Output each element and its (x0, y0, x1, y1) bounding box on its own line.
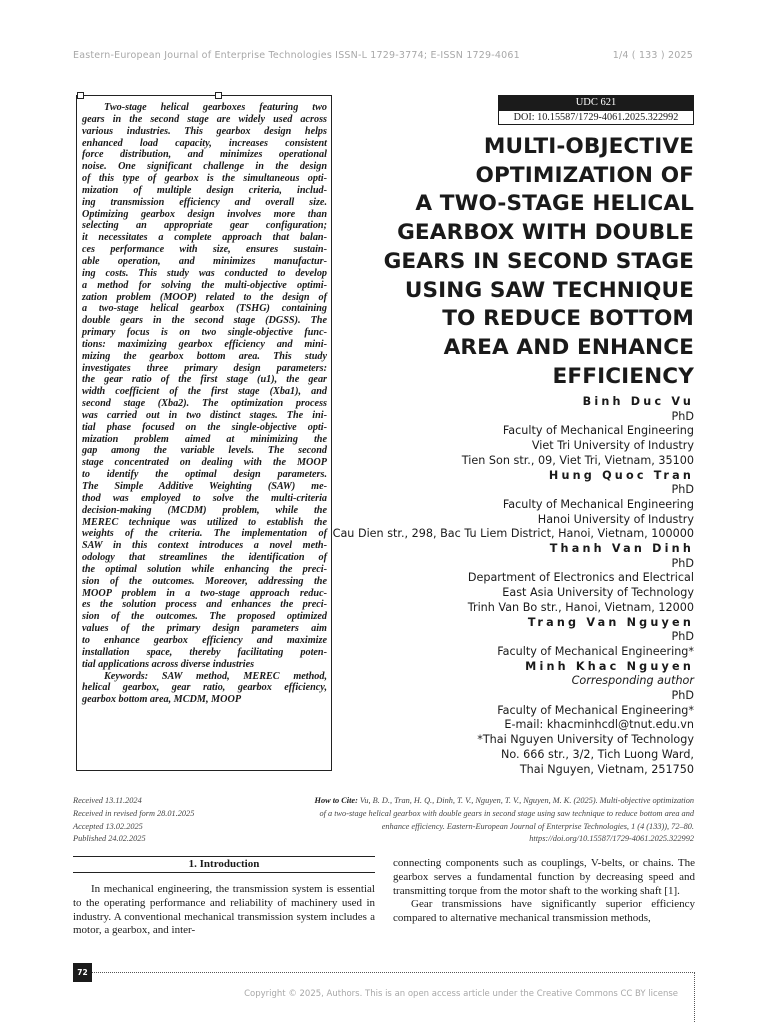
cite-line-2: of a two-stage helical gearbox with double gears in second stage using saw technique to reduce bottom area and (319, 808, 694, 818)
keywords-line: Keywords: SAW method, MEREC method, (104, 670, 327, 682)
cite-line-3: enhance efficiency. Eastern-European Journal of Enterprise Technologies, 1 (4 (133)), 72–80. (381, 821, 694, 831)
copyright-notice: Copyright © 2025, Authors. This is an open access article under the Creative Commons CC BY license (244, 989, 678, 999)
paragraph-1: In mechanical engineering, the transmission system is essential to the operating performance and reliability of machinery used in industry. A conventional mechanical transmission system includes a motor, a gearbox, and inter- (73, 883, 375, 937)
paragraph-2: connecting components such as couplings, V-belts, or chains. The gearbox serves a fundamental function by decreasing speed and transmitting torque from the motor shaft to the working shaft [1]. (393, 857, 695, 897)
abstract-line: selecting an appropriate gear configuration; (82, 220, 327, 232)
author-affiliation-line: Thai Nguyen, Vietnam, 251750 (519, 762, 694, 776)
box-handle-right (215, 92, 222, 99)
title-line: USING SAW TECHNIQUE (404, 277, 694, 303)
abstract-text (82, 102, 327, 671)
title-line: MULTI-OBJECTIVE (483, 134, 694, 159)
abstract-line: noise. One significant challenge in the design (82, 161, 327, 173)
abstract-line: sion of the outcomes. The proposed optimized (82, 611, 327, 623)
abstract-line: gears in the second stage are widely used across (82, 113, 327, 125)
abstract-line: it necessitates a complete approach that balan- (82, 232, 327, 244)
date-line: Accepted 13.02.2025 (73, 821, 143, 831)
abstract-line: The Simple Additive Weighting (SAW) me- (82, 481, 327, 492)
keywords-line: gearbox bottom area, MCDM, MOOP (82, 694, 242, 706)
title-line: A TWO-STAGE HELICAL (415, 191, 694, 217)
author-affiliation-line: Faculty of Mechanical Engineering* (497, 703, 694, 717)
abstract-line: tial phase focused on the single-objective opti- (82, 421, 327, 433)
footer-divider-vertical (694, 972, 695, 1022)
abstract-line: decision-making (MCDM) problem, while the (82, 504, 327, 516)
author-affiliation-line: Trinh Van Bo str., Hanoi, Vietnam, 12000 (467, 600, 694, 614)
author-affiliation-line: Department of Electronics and Electrical (467, 571, 694, 585)
doi-label[interactable]: DOI: 10.15587/1729-4061.2025.322992 (498, 110, 694, 125)
author-affiliation-line: E-mail: khacminhcdl@tnut.edu.vn (504, 718, 694, 732)
author-role: Corresponding author (571, 674, 694, 688)
cite-doi-link[interactable]: https://doi.org/10.15587/1729-4061.2025.322992 (529, 834, 694, 844)
title-line: GEARBOX WITH DOUBLE (397, 220, 694, 246)
body-column-left (73, 883, 375, 938)
date-line: Published 24.02.2025 (73, 834, 146, 844)
abstract-line: to enhance gearbox efficiency and maximize (82, 634, 327, 646)
author-affiliation-line: Faculty of Mechanical Engineering (502, 424, 694, 438)
title-line: AREA AND ENHANCE (443, 334, 694, 360)
paragraph-3: Gear transmissions have significantly superior efficiency compared to alternative mechanical transmission methods, (393, 898, 695, 925)
abstract-line: MEREC technique was utilized to establish the (82, 516, 327, 528)
page-number: 72 (73, 963, 92, 982)
udc-label: UDC 621 (498, 95, 694, 110)
keywords-line: helical gearbox, gear ratio, gearbox efficiency, (82, 682, 327, 694)
author-name: Binh Duc Vu (582, 395, 694, 408)
abstract-line: ces performance with size, ensures sustain- (82, 244, 327, 256)
title-line: GEARS IN SECOND STAGE (383, 248, 694, 274)
abstract-line: es the solution process and enhances the preci- (82, 599, 327, 611)
author-affiliation-line: Faculty of Mechanical Engineering (502, 497, 694, 511)
abstract-line: of this type of gearbox is the simultaneous opti- (82, 173, 327, 185)
abstract-line: double gears in the second stage (DGSS). The (82, 315, 327, 327)
abstract-line: second stage (Xba2). The optimization process (82, 398, 327, 410)
abstract-line: values of the primary design parameters aim (82, 623, 327, 635)
abstract-line: tial applications across diverse industries (82, 658, 255, 670)
abstract-line: able operation, and minimizes manufactur- (82, 255, 327, 267)
author-affiliation-line: Faculty of Mechanical Engineering* (497, 644, 694, 658)
abstract-line: investigates three primary design parameters: (82, 362, 327, 374)
cite-line-1: Vu, B. D., Tran, H. Q., Dinh, T. V., Nguyen, T. V., Nguyen, M. K. (2025). Multi-objective optimization (357, 796, 694, 805)
author-affiliation-line: Cau Dien str., 298, Bac Tu Liem District, Hanoi, Vietnam, 100000 (332, 527, 694, 541)
author-name: Hung Quoc Tran (548, 468, 694, 482)
abstract-line: gap among the variable levels. The second (82, 445, 327, 457)
abstract-line: primary focus is on two single-objective func- (82, 327, 327, 339)
abstract-line: mization problem aimed at minimizing the (82, 433, 327, 445)
author-affiliation-line: East Asia University of Technology (502, 586, 694, 600)
issue-header: 1/4 ( 133 ) 2025 (612, 50, 693, 61)
body-column-right (393, 857, 695, 926)
author-name: Minh Khac Nguyen (525, 659, 694, 673)
abstract-line: ing transmission efficiency and overall size. (82, 196, 327, 208)
abstract-line: width coefficient of the first stage (Xba1), and (82, 386, 327, 398)
abstract-line: Optimizing gearbox design involves more than (82, 208, 327, 220)
author-affiliation-line: *Thai Nguyen University of Technology (477, 733, 694, 747)
date-line: Received 13.11.2024 (73, 796, 142, 805)
abstract-line: enhanced load capacity, increases consistent (82, 137, 327, 149)
abstract-line: stage concentrated on dealing with the MOOP (82, 457, 327, 469)
author-affiliation-line: PhD (671, 689, 694, 703)
how-to-cite (234, 795, 694, 846)
author-affiliation-line: Tien Son str., 09, Viet Tri, Vietnam, 35100 (461, 453, 694, 467)
abstract-line: ing costs. This study was conducted to develop (82, 267, 327, 279)
abstract-line: mizing the gearbox bottom area. This study (82, 350, 327, 362)
journal-header: Eastern-European Journal of Enterprise Technologies ISSN-L 1729-3774; E-ISSN 1729-4061 (73, 50, 520, 61)
keywords (82, 671, 327, 707)
abstract-line: SAW in this context introduces a novel meth- (82, 540, 327, 552)
author-name: Thanh Van Dinh (549, 542, 694, 556)
section-title: 1. Introduction (73, 856, 375, 873)
abstract-line: weights of the criteria. The implementation of (82, 528, 327, 540)
author-affiliation-line: Hanoi University of Industry (537, 512, 694, 526)
abstract-line: a two-stage helical gearbox (TSHG) containing (82, 303, 327, 315)
article-title (354, 133, 694, 391)
abstract-line: tions: maximizing gearbox efficiency and mini- (82, 338, 327, 350)
abstract-line: installation space, thereby facilitating poten- (82, 646, 327, 658)
box-handle-left (77, 92, 84, 99)
footer-divider (92, 972, 695, 973)
abstract-line: force distribution, and minimizes operational (82, 149, 327, 161)
abstract-line: thod was employed to solve the multi-criteria (82, 492, 327, 504)
abstract-line: a method for solving the multi-objective optimi- (82, 279, 327, 291)
title-line: OPTIMIZATION OF (475, 162, 694, 188)
date-line: Received in revised form 28.01.2025 (73, 808, 195, 818)
abstract-line: zation problem (MOOP) related to the design of (82, 291, 327, 303)
author-affiliation-line: PhD (671, 483, 694, 497)
dates-block (73, 795, 194, 846)
abstract-line: various industries. This gearbox design helps (82, 125, 327, 137)
abstract-line: odology that streamlines the identification of (82, 552, 327, 564)
author-affiliation-line: PhD (671, 556, 694, 570)
abstract-line: to identify the optimal design parameters. (82, 469, 327, 481)
authors-block (294, 395, 694, 777)
author-affiliation-line: Viet Tri University of Industry (531, 439, 694, 453)
author-affiliation-line: No. 666 str., 3/2, Tich Luong Ward, (501, 747, 694, 761)
author-affiliation-line: PhD (671, 409, 694, 423)
abstract-line: the optimal solution while enhancing the preci- (82, 563, 327, 575)
abstract-line: was carried out in two distinct stages. The ini- (82, 409, 327, 421)
title-line: EFFICIENCY (552, 363, 694, 389)
abstract-line: mization of multiple design criteria, includ- (82, 184, 327, 196)
abstract-line: Two-stage helical gearboxes featuring two (104, 102, 327, 113)
abstract-line: MOOP problem in a two-stage approach reduc- (82, 587, 327, 599)
author-affiliation-line: PhD (671, 630, 694, 644)
abstract-line: sion of the outcomes. Moreover, addressing the (82, 575, 327, 587)
title-line: TO REDUCE BOTTOM (442, 306, 694, 332)
abstract-line: the gear ratio of the first stage (u1), the gear (82, 374, 327, 386)
author-name: Trang Van Nguyen (527, 615, 694, 629)
cite-label: How to Cite: (314, 796, 358, 805)
